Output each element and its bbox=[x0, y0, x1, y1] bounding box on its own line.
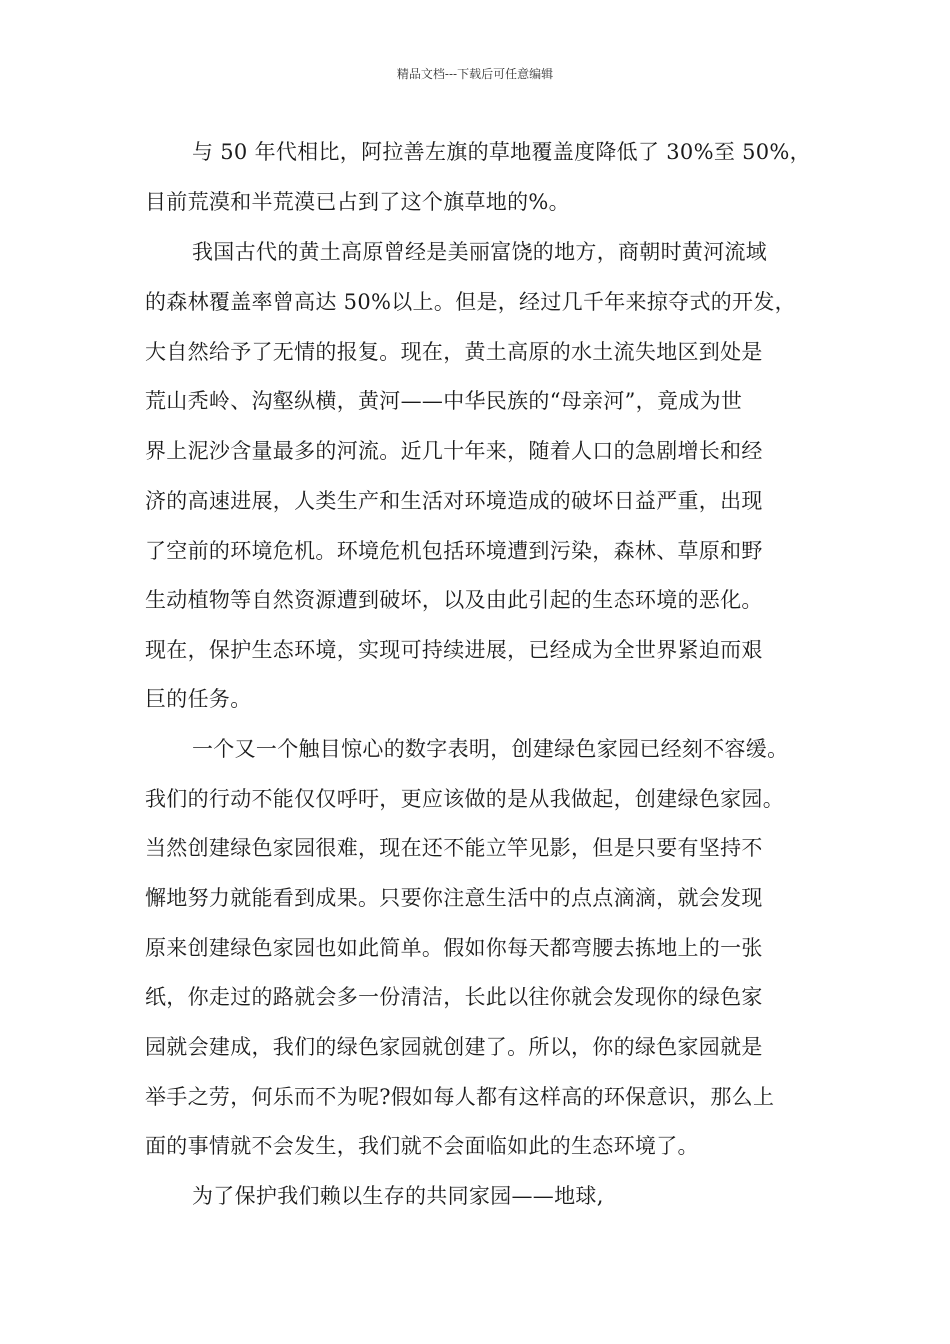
text-line: 面的事情就不会发生，我们就不会面临如此的生态环境了。 bbox=[145, 1134, 699, 1158]
text-line: 园就会建成，我们的绿色家园就创建了。所以，你的绿色家园就是 bbox=[145, 1035, 763, 1059]
text-line: 我们的行动不能仅仅呼吁，更应该做的是从我做起，创建绿色家园。 bbox=[145, 787, 784, 811]
text-line: 生动植物等自然资源遭到破坏，以及由此引起的生态环境的恶化。 bbox=[145, 588, 763, 612]
text-line: 巨的任务。 bbox=[145, 687, 252, 711]
text-line: 我国古代的黄土高原曾经是美丽富饶的地方，商朝时黄河流域 bbox=[192, 240, 768, 264]
page-header: 精品文档---下载后可任意编辑 bbox=[396, 67, 554, 81]
text-line: 懈地努力就能看到成果。只要你注意生活中的点点滴滴，就会发现 bbox=[145, 886, 763, 910]
text-line: 当然创建绿色家园很难，现在还不能立竿见影，但是只要有坚持不 bbox=[145, 836, 763, 860]
text-line: 界上泥沙含量最多的河流。近几十年来，随着人口的急剧增长和经 bbox=[145, 439, 763, 463]
text-line: 荒山秃岭、沟壑纵横，黄河——中华民族的“母亲河”，竟成为世 bbox=[145, 389, 743, 413]
text-line: 的森林覆盖率曾高达 50%以上。但是，经过几千年来掠夺式的开发， bbox=[145, 290, 796, 314]
text-line: 目前荒漠和半荒漠已占到了这个旗草地的%。 bbox=[145, 190, 570, 214]
text-line: 一个又一个触目惊心的数字表明，创建绿色家园已经刻不容缓。 bbox=[192, 737, 789, 761]
text-line: 大自然给予了无情的报复。现在，黄土高原的水土流失地区到处是 bbox=[145, 340, 763, 364]
text-line: 为了保护我们赖以生存的共同家园——地球, bbox=[192, 1184, 604, 1208]
text-line: 举手之劳，何乐而不为呢?假如每人都有这样高的环保意识，那么上 bbox=[145, 1085, 775, 1109]
text-line: 现在，保护生态环境，实现可持续进展，已经成为全世界紧迫而艰 bbox=[145, 638, 763, 662]
text-line: 与 50 年代相比，阿拉善左旗的草地覆盖度降低了 30%至 50%， bbox=[192, 140, 811, 164]
text-line: 了空前的环境危机。环境危机包括环境遭到污染，森林、草原和野 bbox=[145, 539, 763, 563]
text-line: 纸，你走过的路就会多一份清洁，长此以往你就会发现你的绿色家 bbox=[145, 985, 763, 1009]
text-line: 原来创建绿色家园也如此简单。假如你每天都弯腰去拣地上的一张 bbox=[145, 936, 763, 960]
text-line: 济的高速进展，人类生产和生活对环境造成的破坏日益严重，出现 bbox=[145, 489, 763, 513]
